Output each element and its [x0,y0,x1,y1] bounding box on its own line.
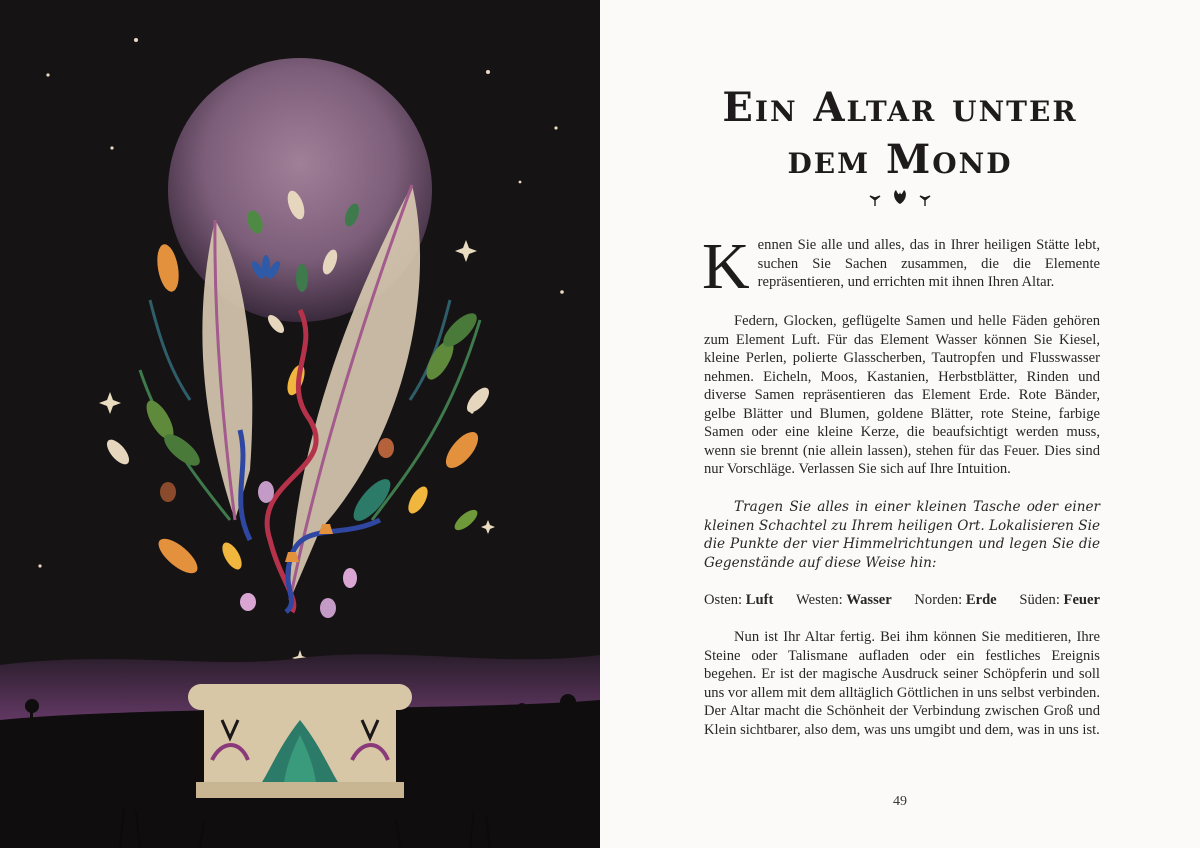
title-line-2: dem Mond [787,136,1013,183]
paragraph-3: Tragen Sie alles in einer kleinen Tasche oder einer kleinen Schachtel zu Ihrem heiligen Ort. Lokalisieren Sie die Punkte der vier Himmelrichtungen und legen Sie die Gegenstände auf diese Weise hin: [704,499,1100,571]
star-icon [554,126,557,129]
direction-west: Westen: Wasser [796,592,892,608]
star-icon [560,290,564,294]
altar-pedestal-icon [188,684,412,798]
directions-list [704,592,1100,609]
star-icon [38,564,41,567]
paragraph-4: Nun ist Ihr Altar fertig. Bei ihm können Sie meditieren, Ihre Steine oder Talismane aufladen oder ein festliches Ereignis begehen. Er ist der magische Ausdruck seiner Schöpferin und soll uns vor allem mit dem alltäglich Göttlichen in uns selbst verbinden. Der Altar macht die Schönheit der Verbindung zwischen Groß und Klein sichtbarer, also dem, was uns umgibt und dem, was in uns ist. [704,629,1100,738]
page-title [670,82,1130,186]
title-line-1: Ein Altar unter [722,84,1078,131]
star-icon [486,70,490,74]
direction-north: Norden: Erde [914,592,997,608]
direction-east: Osten: Luft [704,592,774,608]
paragraph-2: Federn, Glocken, geflügelte Samen und helle Fäden gehören zum Element Luft. Für das Element Wasser können Sie Kiesel, kleine Perlen, polierte Glasscherben, Tautropfen und Flusswasser nehmen. Eicheln, Moos, Kastanien, Herbstblätter, Rinden und diverse Samen repräsentieren das Element Erde. Rote Bänder, gelbe Blätter und Blumen, goldene Blätter, rote Steine, farbige Samen oder eine kleine Kerze, die beaufsichtigt werden muss, wenn sie brennt (nie allein lassen), stehen für das Feuer. Dies sind nur Vorschläge. Verlassen Sie sich auf Ihre Intuition. [704,313,1100,477]
direction-south: Süden: Feuer [1019,592,1100,608]
ornament-icon [855,188,945,210]
paragraph-intro [702,230,1100,303]
page-number: 49 [893,794,907,809]
star-icon [46,73,49,76]
star-icon [519,181,522,184]
text-page [600,0,1200,848]
star-icon [110,146,113,149]
dropcap: K [702,230,750,303]
paragraph-1-text: ennen Sie alle und alles, das in Ihrer heiligen Stätte lebt, suchen Sie Sachen zusammen, die die Elemente repräsentieren, und errichten mit ihnen Ihren Altar. [757,237,1100,290]
star-icon [134,38,138,42]
